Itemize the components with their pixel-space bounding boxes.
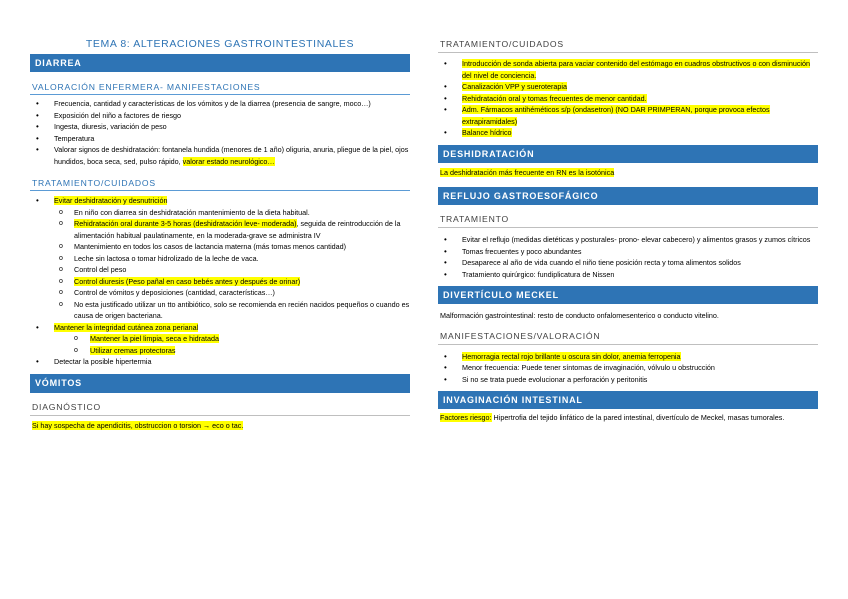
subheader-diagnostico: DIAGNÓSTICO [30,401,410,416]
list-item [30,144,410,167]
highlight-text: Control diuresis (Peso pañal en caso bebés antes y después de orinar) [74,276,301,286]
section-header-invaginacion: INVAGINACIÓN INTESTINAL [438,391,818,409]
list-item [30,333,410,345]
list-item [438,81,818,93]
list-item: o Mantenimiento en todos los casos de lactancia materna (más tomas menos cantidad) [30,241,410,253]
tratamiento-list-2 [30,322,410,334]
list-item: • Evitar el reflujo (medidas dietéticas y posturales- prono- elevar cabecero) y alimentos grasos y zumos cítricos [438,234,818,246]
subheader-tratamiento-vomitos: TRATAMIENTO/CUIDADOS [438,38,818,53]
highlight-text: Adm. Fármacos antihéméticos s/p (ondasetron) (NO DAR PRIMPERAN, porque provoca efectos extrapiramidales) [462,105,770,126]
list-item: • Si no se trata puede evolucionar a perforación y peritonitis [438,374,818,386]
list-item [30,218,410,241]
diagnostico-text [30,420,410,432]
highlight-text: Hemorragia rectal rojo brillante u oscura sin dolor, anemia ferropenia [462,351,681,361]
list-item [30,345,410,357]
section-header-vomitos: VÓMITOS [30,374,410,393]
highlight-text: Factores riesgo: [440,413,492,422]
list-item [438,351,818,363]
list-item [30,276,410,288]
highlight-text: Evitar deshidratación y desnutrición [54,196,168,205]
subheader-manifestaciones: MANIFESTACIONES/VALORACIÓN [438,330,818,345]
section-header-diarrea: DIARREA [30,54,410,72]
list-item [438,127,818,139]
list-item: o Control de vómitos y deposiciones (cantidad, características…) [30,287,410,299]
vomitos-tratamiento-list [438,58,818,139]
list-item: o Control del peso [30,264,410,276]
tratamiento-list-3 [30,356,410,368]
tratamiento-sublist [30,207,410,322]
reflujo-list [438,234,818,280]
highlight-text: Canalización VPP y sueroterapia [462,82,567,91]
list-item: o En niño con diarrea sin deshidratación mantenimiento de la dieta habitual. [30,207,410,219]
right-column [438,0,818,424]
invaginacion-text [438,412,818,424]
highlight-text: Rehidratación oral durante 3-5 horas (deshidratación leve- moderada) [74,219,297,228]
list-item [438,93,818,105]
item-text: Valorar signos de deshidratación: fontanela hundida (menores de 1 año) oliguria, anuria, pliegue de la piel, ojos hundidos, boca seca, sed, pulso rápido, [54,145,409,166]
deshidratacion-text [438,167,818,179]
item-text: , seguida de reintroducción de la alimentación habitual paulatinamente, en la moderada-grave se administra IV [74,219,401,240]
list-item: • Tratamiento quirúrgico: fundiplicatura de Nissen [438,269,818,281]
section-header-deshidratacion: DESHIDRATACIÓN [438,145,818,163]
list-item: • Menor frecuencia: Puede tener síntomas de invaginación, vólvulo u obstrucción [438,362,818,374]
list-item: o Leche sin lactosa o tomar hidrolizado de la leche de vaca. [30,253,410,265]
item-text: Hipertrofia del tejido linfático de la pared intestinal, divertículo de Meckel, masas tumorales. [491,413,785,422]
list-item: o No esta justificado utilizar un tto antibiótico, solo se recomienda en recién nacidos pequeños o cuando es causa de origen bacteriana. [30,299,410,322]
page-title: TEMA 8: ALTERACIONES GASTROINTESTINALES [85,38,355,50]
highlight-text: Mantener la integridad cutánea zona perianal [54,322,199,332]
meckel-list [438,351,818,386]
list-item [30,195,410,207]
highlight-text: Utilizar cremas protectoras [90,345,176,355]
subheader-tratamiento: TRATAMIENTO/CUIDADOS [30,177,410,191]
section-header-reflujo: REFLUJO GASTROESOFÁGICO [438,187,818,205]
list-item: • Ingesta, diuresis, variación de peso [30,121,410,133]
subheader-tratamiento-reflujo: TRATAMIENTO [438,213,818,228]
highlight-text: Balance hídrico [462,128,512,137]
highlight-text: Rehidratación oral y tomas frecuentes de menor cantidad. [462,93,647,103]
highlight-text: Introducción de sonda abierta para vaciar contenido del estómago en cuadros obstructivos o con disminución del nivel de conciencia. [462,59,811,80]
meckel-text: Malformación gastrointestinal: resto de conducto onfalomesenterico o conducto vitelino. [440,311,719,320]
list-item: • Temperatura [30,133,410,145]
highlight-text: La deshidratación más frecuente en RN es la isotónica [440,167,615,177]
section-header-meckel: DIVERTÍCULO MECKEL [438,286,818,304]
subheader-valoracion: VALORACIÓN ENFERMERA- MANIFESTACIONES [30,81,410,95]
list-item: • Exposición del niño a factores de riesgo [30,110,410,122]
list-item [30,322,410,334]
tratamiento-list [30,195,410,207]
highlight-text: Si hay sospecha de apendicitis, obstruccion o torsion → eco o tac. [32,420,244,430]
highlight-text: valorar estado neurológico… [182,156,275,166]
list-item: • Detectar la posible hipertermia [30,356,410,368]
valoracion-list [30,98,410,167]
list-item [438,58,818,81]
list-item: • Desaparece al año de vida cuando el niño tiene posición recta y toma alimentos solidos [438,257,818,269]
list-item: • Frecuencia, cantidad y características de los vómitos y de la diarrea (presencia de sangre, moco…) [30,98,410,110]
list-item [438,104,818,127]
highlight-text: Mantener la piel limpia, seca e hidratada [90,334,220,343]
list-item: • Tomas frecuentes y poco abundantes [438,246,818,258]
perianal-sublist [30,333,410,356]
left-column [30,0,410,431]
